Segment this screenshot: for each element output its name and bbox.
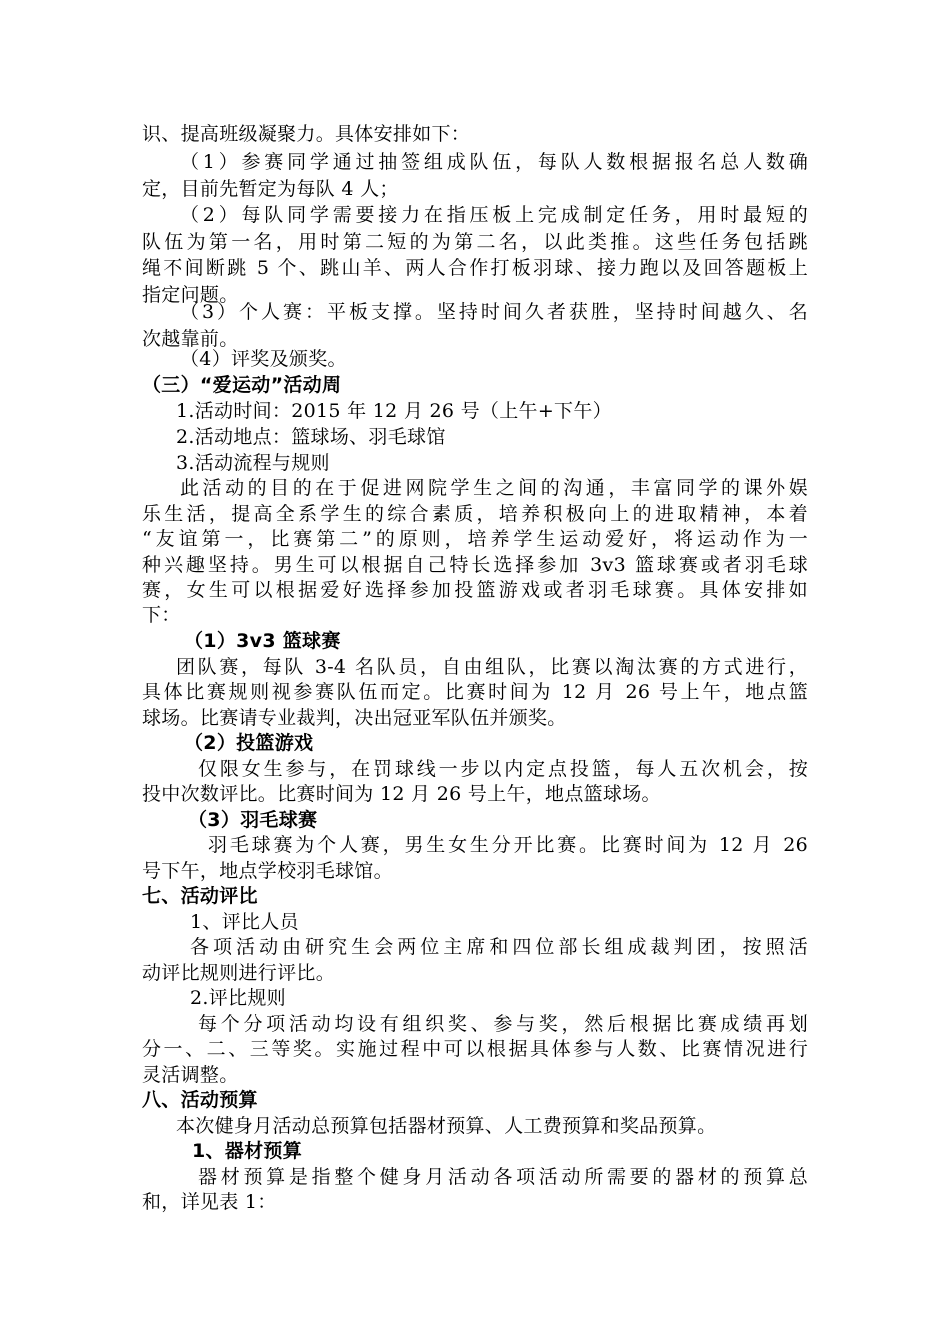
text-line: 种兴趣坚持。男生可以根据自己特长选择参加 3v3 篮球赛或者羽毛球 — [142, 554, 808, 576]
text-line: 各项活动由研究生会两位主席和四位部长组成裁判团，按照活 — [190, 936, 808, 958]
section-heading: （三）“爱运动”活动周 — [142, 374, 342, 396]
section-heading: 八、活动预算 — [142, 1089, 258, 1111]
text-line: 球场。比赛请专业裁判，决出冠亚军队伍并颁奖。 — [142, 707, 567, 729]
text-line: （4）评奖及颁奖。 — [180, 348, 347, 370]
text-line: 羽毛球赛为个人赛，男生女生分开比赛。比赛时间为 12 月 26 — [208, 834, 808, 856]
text-line: 绳不间断跳 5 个、跳山羊、两人合作打板羽球、接力跑以及回答题板上 — [142, 257, 808, 279]
text-line: 动评比规则进行评比。 — [142, 962, 336, 984]
text-line: “友谊第一，比赛第二”的原则，培养学生运动爱好，将运动作为一 — [142, 528, 808, 550]
text-line: 号下午，地点学校羽毛球馆。 — [142, 860, 393, 882]
text-line: （2）每队同学需要接力在指压板上完成制定任务，用时最短的 — [180, 204, 808, 226]
text-line: 下： — [142, 604, 181, 626]
text-line: 识、提高班级凝聚力。具体安排如下： — [142, 123, 471, 145]
text-line: 本次健身月活动总预算包括器材预算、人工费预算和奖品预算。 — [176, 1115, 717, 1137]
text-line: 队伍为第一名，用时第二短的为第二名，以此类推。这些任务包括跳 — [142, 231, 808, 253]
text-line: 2.活动地点：篮球场、羽毛球馆 — [176, 426, 446, 448]
text-line: 和，详见表 1： — [142, 1191, 277, 1213]
text-line: 每个分项活动均设有组织奖、参与奖，然后根据比赛成绩再划 — [198, 1013, 808, 1035]
text-line: （3）个人赛：平板支撑。坚持时间久者获胜，坚持时间越久、名 — [180, 301, 808, 323]
text-line: 乐生活，提高全系学生的综合素质，培养积极向上的进取精神，本着 — [142, 503, 808, 525]
text-line: 定，目前先暂定为每队 4 人； — [142, 178, 399, 200]
text-line: 仅限女生参与，在罚球线一步以内定点投篮，每人五次机会，按 — [198, 758, 808, 780]
text-line: 1.活动时间：2015 年 12 月 26 号（上午+下午） — [176, 400, 612, 422]
subsection-heading: （1）3v3 篮球赛 — [184, 630, 341, 652]
section-heading: 七、活动评比 — [142, 885, 258, 907]
subsection-heading: （2）投篮游戏 — [184, 732, 314, 754]
subsection-heading: 1、器材预算 — [192, 1140, 303, 1162]
text-line: 灵活调整。 — [142, 1064, 239, 1086]
text-line: 赛，女生可以根据爱好选择参加投篮游戏或者羽毛球赛。具体安排如 — [142, 579, 808, 601]
text-line: 此活动的目的在于促进网院学生之间的沟通，丰富同学的课外娱 — [180, 477, 808, 499]
text-line: 分一、二、三等奖。实施过程中可以根据具体参与人数、比赛情况进行 — [142, 1038, 808, 1060]
text-line: 2.评比规则 — [190, 987, 286, 1009]
text-line: （1）参赛同学通过抽签组成队伍，每队人数根据报名总人数确 — [180, 151, 808, 173]
text-line: 团队赛，每队 3-4 名队员，自由组队，比赛以淘汰赛的方式进行， — [176, 656, 808, 678]
text-line: 1、评比人员 — [190, 911, 299, 933]
text-line: 具体比赛规则视参赛队伍而定。比赛时间为 12 月 26 号上午，地点篮 — [142, 681, 808, 703]
text-line: 3.活动流程与规则 — [176, 452, 330, 474]
text-line: 投中次数评比。比赛时间为 12 月 26 号上午，地点篮球场。 — [142, 783, 661, 805]
subsection-heading: （3）羽毛球赛 — [188, 809, 318, 831]
text-line: 次越靠前。 — [142, 328, 239, 350]
text-line: 器材预算是指整个健身月活动各项活动所需要的器材的预算总 — [198, 1166, 808, 1188]
text-line: 指定问题。 — [142, 284, 239, 306]
